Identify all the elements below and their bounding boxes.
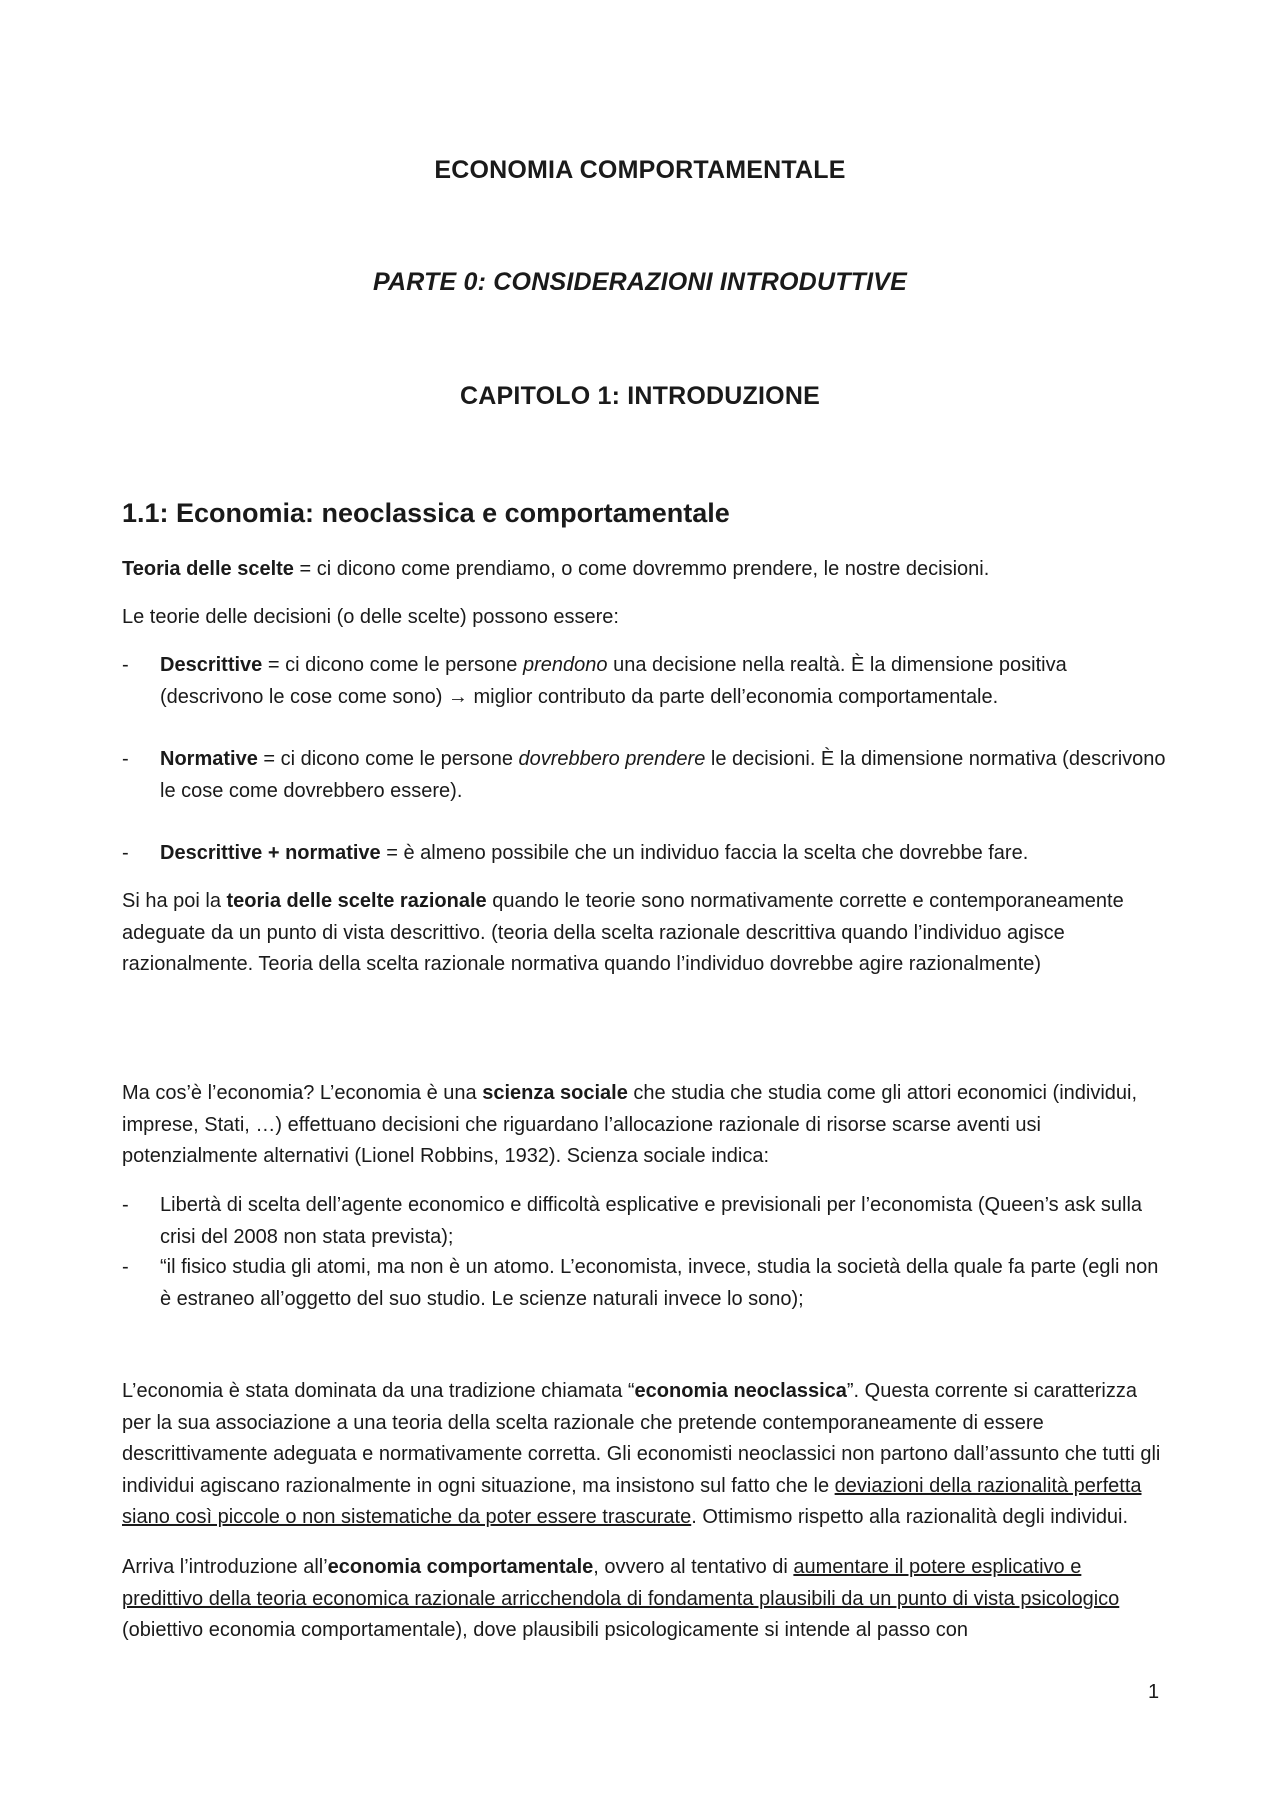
chapter-heading: CAPITOLO 1: INTRODUZIONE	[460, 382, 820, 410]
paragraph-comportamentale: Arriva l’introduzione all’economia comportamentale, ovvero al tentativo di aumentare il potere esplicativo e predittivo della teoria economica razionale arricchendola di fondamenta plausibili da un punto di vista psicologico (obiettivo economia comportamentale), dove plausibili psicologicamente si intende al passo con	[122, 1556, 1120, 1641]
document-page: ECONOMIA COMPORTAMENTALE PARTE 0: CONSIDERAZIONI INTRODUTTIVE CAPITOLO 1: INTRODUZIONE 1.1: Economia: neoclassica e comportamentale Teoria delle scelte = ci dicono come prendiamo, o come dovremmo prendere, le nostre decisioni. Le teorie delle decisioni (o delle scelte) possono essere: - Descrittive = ci dicono come le persone prendono una decisione nella realtà. È la dimensione positiva (descrivono le cose come sono) → miglior contributo da parte dell’economia comportamentale. - Normative = ci dicono come le persone dovrebbero prendere le decisioni. È la dimensione normativa (descrivono le cose come dovrebbero essere). - Descrittive + normative = è almeno possibile che un individuo faccia la scelta che dovrebbe fare. Si ha poi la teoria delle scelte razionale quando le teorie sono normativamente corrette e contemporaneamente adeguate da un punto di vista descrittivo. (teoria della scelta razionale descrittiva quando l’individuo agisce razionalmente. Teoria della scelta razionale normativa quando l’individuo dovrebbe agire razionalmente) Ma cos’è l’economia? L’economia è una scienza sociale che studia che studia come gli attori economici (individui, imprese, Stati, …) effettuano decisioni che riguardano l’allocazione razionale di risorse scarse aventi usi potenzialmente alternativi (Lionel Robbins, 1932). Scienza sociale indica: - Libertà di scelta dell’agente economico e difficoltà esplicative e previsionali per l’economista (Queen’s ask sulla crisi del 2008 non stata prevista); - “il fisico studia gli atomi, ma non è un atomo. L’economista, invece, studia la società della quale fa parte (egli non è estraneo all’oggetto del suo studio. Le scienze naturali invece lo sono); L’economia è stata dominata da una tradizione chiamata “economia neoclassica”. Questa corrente si caratterizza per la sua associazione a una teoria della scelta razionale che pretende contemporaneamente di essere descrittivamente adeguata e normativamente corretta. Gli economisti neoclassici non partono dall’assunto che tutti gli individui agiscano razionalmente in ogni situazione, ma insistono sul fatto che le deviazioni della razionalità perfetta siano così piccole o non sistematiche da poter essere trascurate. Ottimismo rispetto alla razionalità degli individui. Arriva l’introduzione all’economia comportamentale, ovvero al tentativo di aumentare il potere esplicativo e predittivo della teoria economica razionale arricchendola di fondamenta plausibili da un punto di vista psicologico (obiettivo economia comportamentale), dove plausibili psicologicamente si intende al passo con 1	[0, 0, 1280, 1811]
paragraph-teoria-scelte: Teoria delle scelte = ci dicono come prendiamo, o come dovremmo prendere, le nostre decisioni.	[122, 558, 990, 580]
paragraph-scelte-razionale: Si ha poi la teoria delle scelte razionale quando le teorie sono normativamente corrette e contemporaneamente adeguate da un punto di vista descrittivo. (teoria della scelta razionale descrittiva quando l’individuo agisce razionalmente. Teoria della scelta razionale normativa quando l’individuo dovrebbe agire razionalmente)	[122, 890, 1124, 975]
part-heading: PARTE 0: CONSIDERAZIONI INTRODUTTIVE	[372, 268, 908, 296]
paragraph-intro-list: Le teorie delle decisioni (o delle scelte) possono essere:	[122, 606, 619, 628]
paragraph-cosa-economia: Ma cos’è l’economia? L’economia è una scienza sociale che studia che studia come gli attori economici (individui, imprese, Stati, …) effettuano decisioni che riguardano l’allocazione razionale di risorse scarse aventi usi potenzialmente alternativi (Lionel Robbins, 1932). Scienza sociale indica:	[122, 1082, 1138, 1167]
bold-term: Teoria delle scelte	[122, 558, 294, 580]
page-number: 1	[1148, 1681, 1160, 1703]
section-heading: 1.1: Economia: neoclassica e comportamentale	[122, 498, 730, 528]
document-title: ECONOMIA COMPORTAMENTALE	[434, 156, 846, 184]
paragraph-neoclassica: L’economia è stata dominata da una tradizione chiamata “economia neoclassica”. Questa corrente si caratterizza per la sua associazione a una teoria della scelta razionale che pretende contemporaneamente di essere descrittivamente adeguata e normativamente corretta. Gli economisti neoclassici non partono dall’assunto che tutti gli individui agiscano razionalmente in ogni situazione, ma insistono sul fatto che le deviazioni della razionalità perfetta siano così piccole o non sistematiche da poter essere trascurate. Ottimismo rispetto alla razionalità degli individui.	[122, 1380, 1161, 1528]
